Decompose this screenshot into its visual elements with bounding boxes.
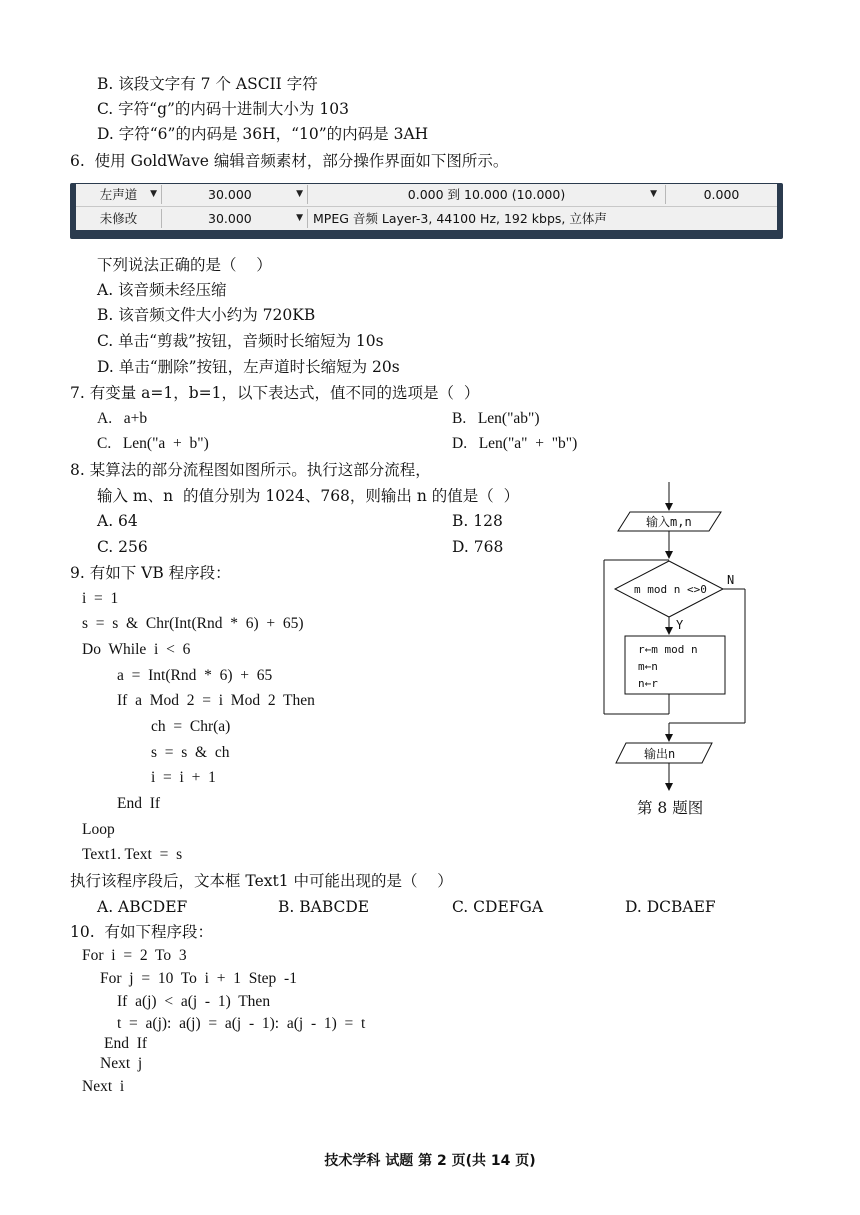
q10-stem: 10. 有如下程序段： xyxy=(70,923,214,941)
q10-code-line: For j = 10 To i + 1 Step -1 xyxy=(100,970,297,987)
chevron-down-icon: ▼ xyxy=(296,213,303,223)
flow-yes-label: Y xyxy=(676,618,684,632)
q9-option-d: D. DCBAEF xyxy=(625,898,716,916)
flow-no-label: N xyxy=(727,573,735,587)
q9-option-c: C. CDEFGA xyxy=(452,898,544,916)
flow-step-2: m←n xyxy=(638,660,658,673)
q10-code-line: End If xyxy=(104,1035,148,1052)
q10-code-line: If a(j) < a(j - 1) Then xyxy=(117,993,271,1010)
q9-code-line: Do While i < 6 xyxy=(82,641,191,658)
q8-option-a: A. 64 xyxy=(97,512,138,530)
q10-code-line: t = a(j): a(j) = a(j - 1): a(j - 1) = t xyxy=(117,1015,366,1032)
q9-code-line: s = s & ch xyxy=(151,744,230,761)
q10-code-line: Next j xyxy=(100,1055,143,1072)
q9-code-line: a = Int(Rnd * 6) + 65 xyxy=(117,667,273,684)
q8-option-d: D. 768 xyxy=(452,538,504,556)
q9-code-line: End If xyxy=(117,795,161,812)
q8-option-b: B. 128 xyxy=(452,512,503,530)
chevron-down-icon: ▼ xyxy=(296,189,303,199)
status-divider xyxy=(76,206,777,207)
q6-prompt: 下列说法正确的是（ ） xyxy=(97,256,272,274)
q7-stem: 7. 有变量 a=1，b=1，以下表达式，值不同的选项是（ ） xyxy=(70,384,480,402)
chevron-down-icon: ▼ xyxy=(650,189,657,199)
q6-stem: 6. 使用 GoldWave 编辑音频素材，部分操作界面如下图所示。 xyxy=(70,152,509,170)
flow-step-3: n←r xyxy=(638,677,658,690)
q10-code-line: For i = 2 To 3 xyxy=(82,947,187,964)
flow-input-text: 输入m,n xyxy=(646,515,692,529)
q5-option-c: C. 字符“g”的内码十进制大小为 103 xyxy=(97,100,349,118)
status-row-2 xyxy=(76,208,777,229)
q8-flowchart xyxy=(590,478,770,796)
position-readout: 0.000 xyxy=(703,187,740,202)
flow-condition-text: m mod n <>0 xyxy=(634,583,707,596)
q9-code-line: s = s & Chr(Int(Rnd * 6) + 65) xyxy=(82,615,304,632)
q5-option-d: D. 字符“6”的内码是 36H，“10”的内码是 3AH xyxy=(97,125,429,143)
page-footer: 技术学科 试题 第 2 页(共 14 页) xyxy=(324,1153,536,1169)
q6-option-b: B. 该音频文件大小约为 720KB xyxy=(97,306,316,324)
q7-option-b: B. Len("ab") xyxy=(452,410,540,427)
length-dropdown[interactable]: 30.000 ▼ xyxy=(162,185,308,204)
q9-code-line: i = i + 1 xyxy=(151,769,216,786)
q8-option-c: C. 256 xyxy=(97,538,148,556)
q8-stem-line2: 输入 m、n 的值分别为 1024、768，则输出 n 的值是（ ） xyxy=(97,487,520,505)
q5-option-b: B. 该段文字有 7 个 ASCII 字符 xyxy=(97,75,318,93)
q7-option-a: A. a+b xyxy=(97,410,148,427)
flow-output-text: 输出n xyxy=(644,747,676,761)
q9-code-line: Loop xyxy=(82,821,115,838)
q7-option-c: C. Len("a + b") xyxy=(97,435,209,452)
length-dropdown-2[interactable]: 30.000 ▼ xyxy=(162,209,308,228)
q9-code-line: Text1. Text = s xyxy=(82,846,183,863)
q9-option-b: B. BABCDE xyxy=(278,898,370,916)
q10-code-line: Next i xyxy=(82,1078,125,1095)
selection-range-dropdown[interactable]: 0.000 到 10.000 (10.000) ▼ xyxy=(308,185,666,204)
modified-state: 未修改 xyxy=(76,209,162,228)
q6-option-c: C. 单击“剪裁”按钮，音频时长缩短为 10s xyxy=(97,332,384,350)
status-row-1 xyxy=(76,184,777,205)
q6-option-a: A. 该音频未经压缩 xyxy=(97,281,227,299)
q7-option-d: D. Len("a" + "b") xyxy=(452,435,578,452)
q6-option-d: D. 单击“删除”按钮，左声道时长缩短为 20s xyxy=(97,358,400,376)
q9-code-line: If a Mod 2 = i Mod 2 Then xyxy=(117,692,315,709)
audio-format-info: MPEG 音频 Layer-3, 44100 Hz, 192 kbps, 立体声 xyxy=(313,211,607,226)
goldwave-status-bar xyxy=(70,183,783,239)
q9-stem: 9. 有如下 VB 程序段： xyxy=(70,564,231,582)
q9-prompt: 执行该程序段后，文本框 Text1 中可能出现的是（ ） xyxy=(70,872,453,890)
q8-stem-line1: 8. 某算法的部分流程图如图所示。执行这部分流程， xyxy=(70,461,431,479)
channel-dropdown[interactable]: 左声道 ▼ xyxy=(76,185,162,204)
q9-code-line: ch = Chr(a) xyxy=(151,718,231,735)
q9-code-line: i = 1 xyxy=(82,590,119,607)
q8-figure-caption: 第 8 题图 xyxy=(637,799,704,817)
flow-step-1: r←m mod n xyxy=(638,643,698,656)
chevron-down-icon: ▼ xyxy=(150,189,157,199)
q9-option-a: A. ABCDEF xyxy=(97,898,188,916)
